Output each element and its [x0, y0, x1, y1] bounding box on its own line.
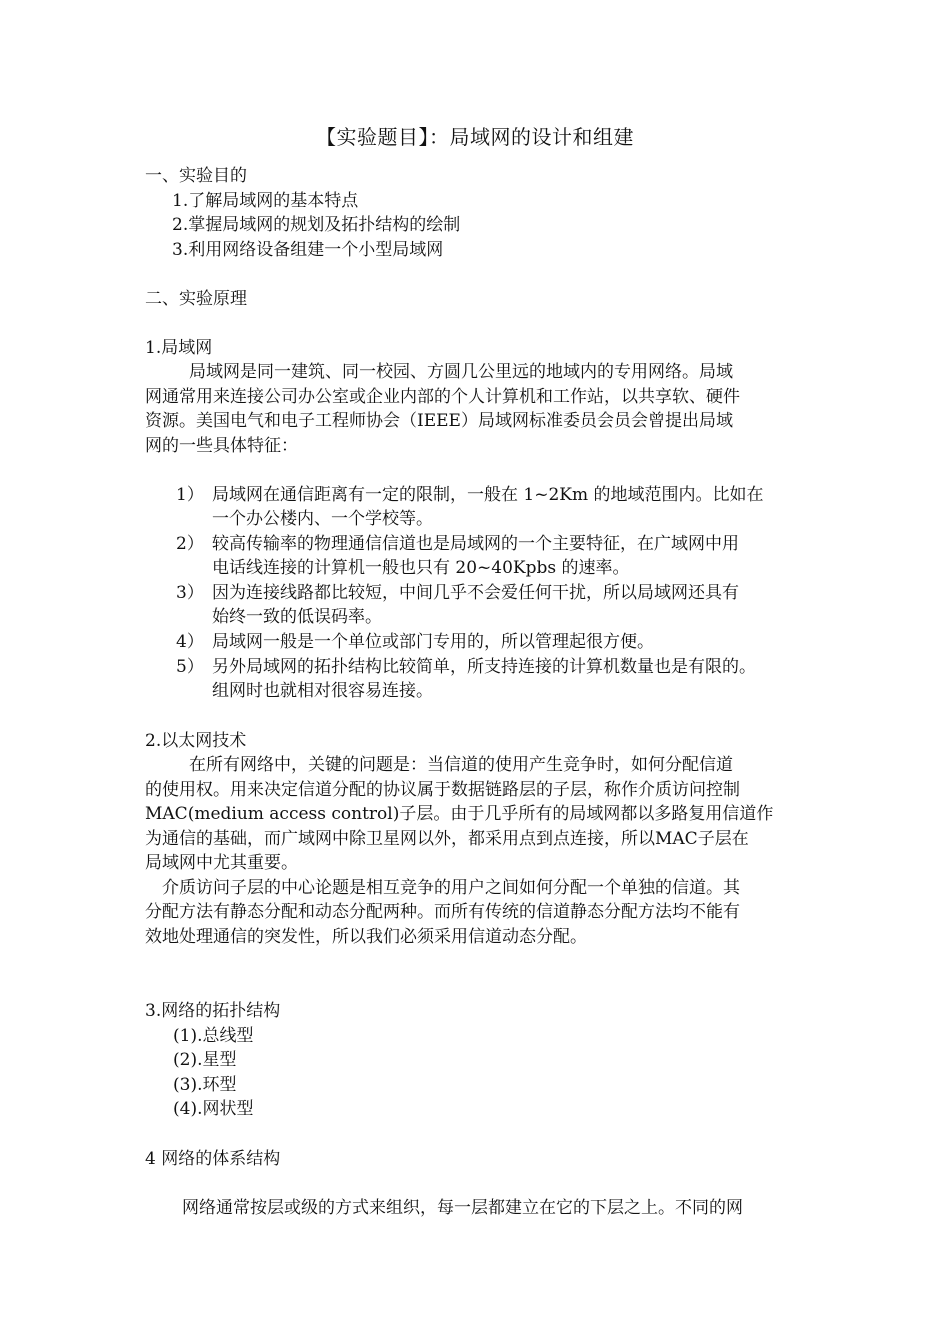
feature-text: 组网时也就相对很容易连接。 — [212, 681, 433, 701]
subsection-heading-topology: 3.网络的拓扑结构 — [145, 1001, 281, 1021]
topology-item: (2).星型 — [173, 1050, 237, 1070]
lan-paragraph-line: 局域网是同一建筑、同一校园、方圆几公里远的地域内的专用网络。局域 — [189, 362, 733, 382]
ethernet-paragraph-line: MAC(medium access control)子层。由于几乎所有的局域网都以多路复用信道作 — [145, 804, 774, 824]
architecture-paragraph-line: 网络通常按层或级的方式来组织，每一层都建立在它的下层之上。不同的网 — [182, 1198, 743, 1218]
topology-item: (4).网状型 — [173, 1099, 254, 1119]
ethernet-paragraph-line: 为通信的基础，而广域网中除卫星网以外，都采用点到点连接，所以MAC子层在 — [145, 829, 749, 849]
feature-number: 3） — [176, 583, 204, 603]
topology-item: (1).总线型 — [173, 1026, 254, 1046]
ethernet-paragraph-line: 在所有网络中，关键的问题是：当信道的使用产生竞争时，如何分配信道 — [189, 755, 733, 775]
feature-number: 2） — [176, 534, 204, 554]
ethernet-paragraph-line: 局域网中尤其重要。 — [145, 853, 298, 873]
ethernet-paragraph-line: 分配方法有静态分配和动态分配两种。而所有传统的信道静态分配方法均不能有 — [145, 902, 740, 922]
lan-paragraph-line: 资源。美国电气和电子工程师协会（IEEE）局域网标准委员会员会曾提出局域 — [145, 411, 733, 431]
feature-number: 4） — [176, 632, 204, 652]
lan-paragraph-line: 网的一些具体特征： — [145, 436, 298, 456]
lan-paragraph-line: 网通常用来连接公司办公室或企业内部的个人计算机和工作站，以共享软、硬件 — [145, 387, 740, 407]
ethernet-paragraph-line: 的使用权。用来决定信道分配的协议属于数据链路层的子层，称作介质访问控制 — [145, 780, 740, 800]
subsection-heading-lan: 1.局域网 — [145, 338, 213, 358]
feature-text: 较高传输率的物理通信信道也是局域网的一个主要特征，在广域网中用 — [212, 534, 739, 554]
section-heading-purpose: 一、实验目的 — [145, 166, 247, 186]
feature-number: 1） — [176, 485, 204, 505]
section-heading-principle: 二、实验原理 — [145, 289, 247, 309]
purpose-item: 3.利用网络设备组建一个小型局域网 — [172, 240, 444, 260]
subsection-heading-ethernet: 2.以太网技术 — [145, 731, 247, 751]
feature-text: 始终一致的低误码率。 — [212, 607, 382, 627]
feature-text: 一个办公楼内、一个学校等。 — [212, 509, 433, 529]
feature-text: 局域网在通信距离有一定的限制，一般在 1~2Km 的地域范围内。比如在 — [212, 485, 764, 505]
subsection-heading-architecture: 4 网络的体系结构 — [145, 1149, 281, 1169]
page-title: 【实验题目】：局域网的设计和组建 — [316, 125, 634, 149]
feature-text: 电话线连接的计算机一般也只有 20~40Kpbs 的速率。 — [212, 558, 630, 578]
purpose-item: 1.了解局域网的基本特点 — [172, 191, 359, 211]
feature-text: 因为连接线路都比较短，中间几乎不会爱任何干扰，所以局域网还具有 — [212, 583, 739, 603]
ethernet-paragraph-line: 效地处理通信的突发性，所以我们必须采用信道动态分配。 — [145, 927, 587, 947]
ethernet-paragraph-line: 介质访问子层的中心论题是相互竞争的用户之间如何分配一个单独的信道。其 — [162, 878, 740, 898]
purpose-item: 2.掌握局域网的规划及拓扑结构的绘制 — [172, 215, 461, 235]
feature-number: 5） — [176, 657, 204, 677]
topology-item: (3).环型 — [173, 1075, 237, 1095]
feature-text: 另外局域网的拓扑结构比较简单，所支持连接的计算机数量也是有限的。 — [212, 657, 756, 677]
feature-text: 局域网一般是一个单位或部门专用的，所以管理起很方便。 — [212, 632, 654, 652]
